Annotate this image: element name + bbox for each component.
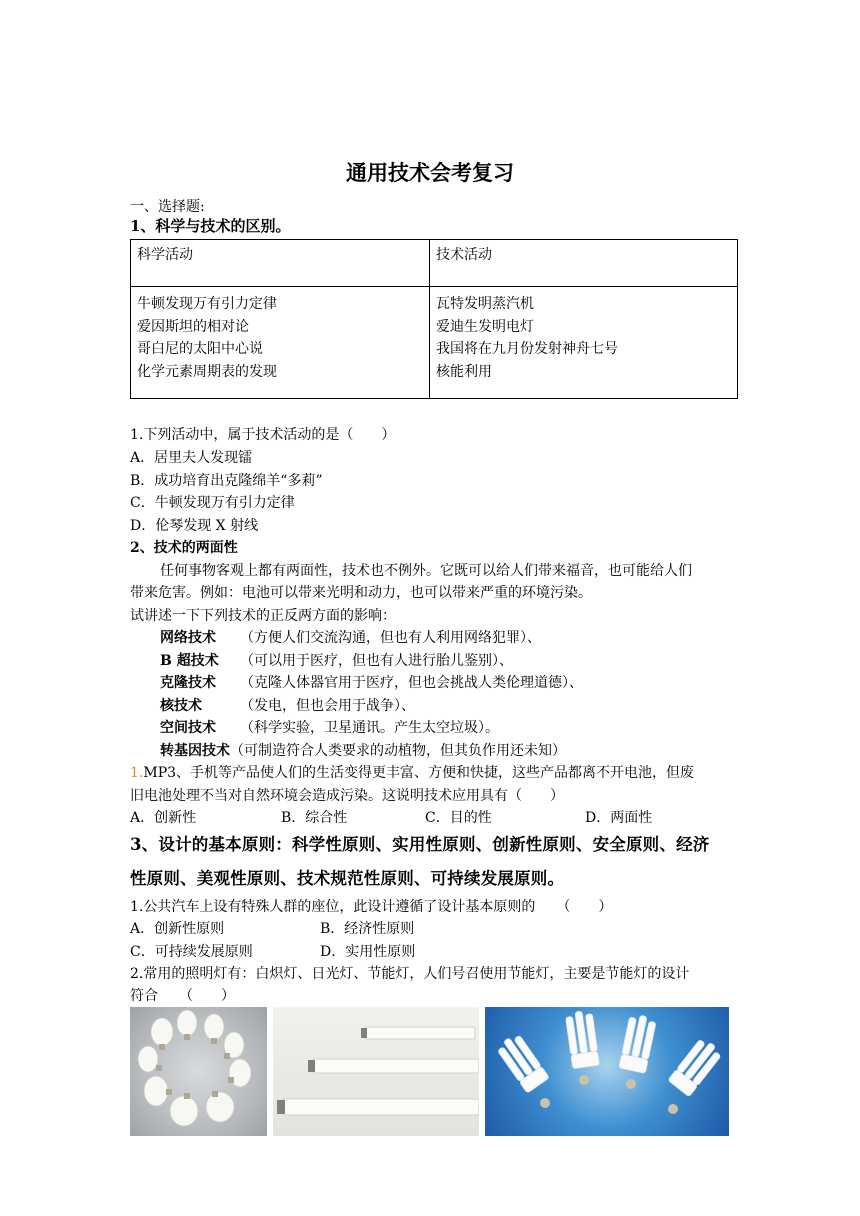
tech-item-space <box>160 721 499 735</box>
list-item: 爱因斯坦的相对论 <box>137 318 249 335</box>
tech-name: 网络技术 <box>160 630 216 646</box>
question-number: 1. <box>130 765 144 781</box>
list-item: 化学元素周期表的发现 <box>137 363 277 380</box>
tech-desc: （可制造符合人类要求的动植物，但其负作用还未知） <box>230 743 566 759</box>
tech-name: B 超技术 <box>160 653 219 669</box>
topic2-question-line1 <box>130 766 694 780</box>
topic2-paragraph-line2: 带来危害。例如：电池可以带来光明和动力，也可以带来严重的环境污染。 <box>130 585 592 601</box>
topic3-heading-line2: 性原则、美观性原则、技术规范性原则、可持续发展原则。 <box>130 869 565 888</box>
tech-item-network <box>160 631 541 645</box>
topic2-question-line2: 旧电池处理不当对自然环境会造成污染。这说明技术应用具有（ ） <box>130 788 564 804</box>
table-header-science: 科学活动 <box>131 240 430 287</box>
section-label: 一、选择题: <box>130 199 205 215</box>
option-a: A．创新性原则 <box>130 921 225 937</box>
question-text: MP3、手机等产品使人们的生活变得更丰富、方便和快捷，这些产品都离不开电池，但废 <box>143 765 695 781</box>
energy-saving-lamps-icon <box>485 1007 729 1136</box>
lamp-photos <box>130 1007 729 1136</box>
list-item: 核能利用 <box>436 363 492 380</box>
topic3-question2-line2: 符合 （ ） <box>130 988 235 1004</box>
tech-desc: （可以用于医疗，但也有人进行胎儿鉴别）、 <box>240 653 513 669</box>
option-b: B．综合性 <box>281 810 348 826</box>
page-title: 通用技术会考复习 <box>346 160 514 185</box>
tech-desc: （克隆人体器官用于医疗，但也会挑战人类伦理道德）、 <box>240 675 583 691</box>
list-item: 瓦特发明蒸汽机 <box>436 296 534 312</box>
tech-item-cloning <box>160 676 583 690</box>
list-item: 爱迪生发明电灯 <box>436 318 534 335</box>
list-item: 我国将在九月份发射神舟七号 <box>436 341 618 357</box>
option-a: A．创新性 <box>130 810 197 826</box>
science-cell <box>131 287 430 399</box>
tech-name: 核技术 <box>160 698 202 714</box>
option-d: D．伦琴发现 X 射线 <box>130 518 259 534</box>
option-a: A．居里夫人发现镭 <box>130 450 253 466</box>
tech-item-nuclear <box>160 699 415 713</box>
incandescent-bulbs-icon <box>130 1007 267 1136</box>
tech-desc: （发电，但也会用于战争）、 <box>240 698 415 714</box>
tech-item-transgenic <box>160 744 566 758</box>
option-d: D．两面性 <box>585 810 653 826</box>
tech-item-bscan <box>160 654 513 668</box>
topic1-question: 1.下列活动中，属于技术活动的是（ ） <box>130 427 396 443</box>
topic3-question1: 1.公共汽车上设有特殊人群的座位，此设计遵循了设计基本原则的 （ ） <box>130 899 613 915</box>
tech-name: 克隆技术 <box>160 675 216 691</box>
topic2-prompt: 试讲述一下下列技术的正反两方面的影响： <box>130 608 396 624</box>
topic2-paragraph-line1: 任何事物客观上都有两面性，技术也不例外。它既可以给人们带来福音，也可能给人们 <box>160 563 692 579</box>
fluorescent-tubes-icon <box>273 1007 479 1136</box>
option-c: C．牛顿发现万有引力定律 <box>130 495 295 511</box>
list-item: 牛顿发现万有引力定律 <box>137 296 277 312</box>
list-item: 哥白尼的太阳中心说 <box>137 341 263 357</box>
science-technology-table <box>130 239 738 399</box>
topic3-heading-line1: 3、设计的基本原则：科学性原则、实用性原则、创新性原则、安全原则、经济 <box>130 835 710 854</box>
technology-cell <box>430 287 738 399</box>
topic1-heading: 1、科学与技术的区别。 <box>130 217 291 235</box>
topic2-heading: 2、技术的两面性 <box>130 540 238 556</box>
tech-name: 空间技术 <box>160 720 216 736</box>
option-b: B．成功培育出克隆绵羊“多莉” <box>130 473 323 489</box>
option-c: C．目的性 <box>425 810 492 826</box>
table-header-technology: 技术活动 <box>430 240 738 287</box>
option-b: B．经济性原则 <box>320 921 415 937</box>
tech-desc: （科学实验，卫星通讯。产生太空垃圾）。 <box>240 720 499 736</box>
tech-name: 转基因技术 <box>160 743 230 759</box>
option-d: D．实用性原则 <box>320 944 416 960</box>
option-c: C．可持续发展原则 <box>130 944 253 960</box>
topic3-question2-line1: 2.常用的照明灯有：白炽灯、日光灯、节能灯，人们号召使用节能灯，主要是节能灯的设计 <box>130 966 690 982</box>
tech-desc: （方便人们交流沟通，但也有人利用网络犯罪）、 <box>240 630 541 646</box>
